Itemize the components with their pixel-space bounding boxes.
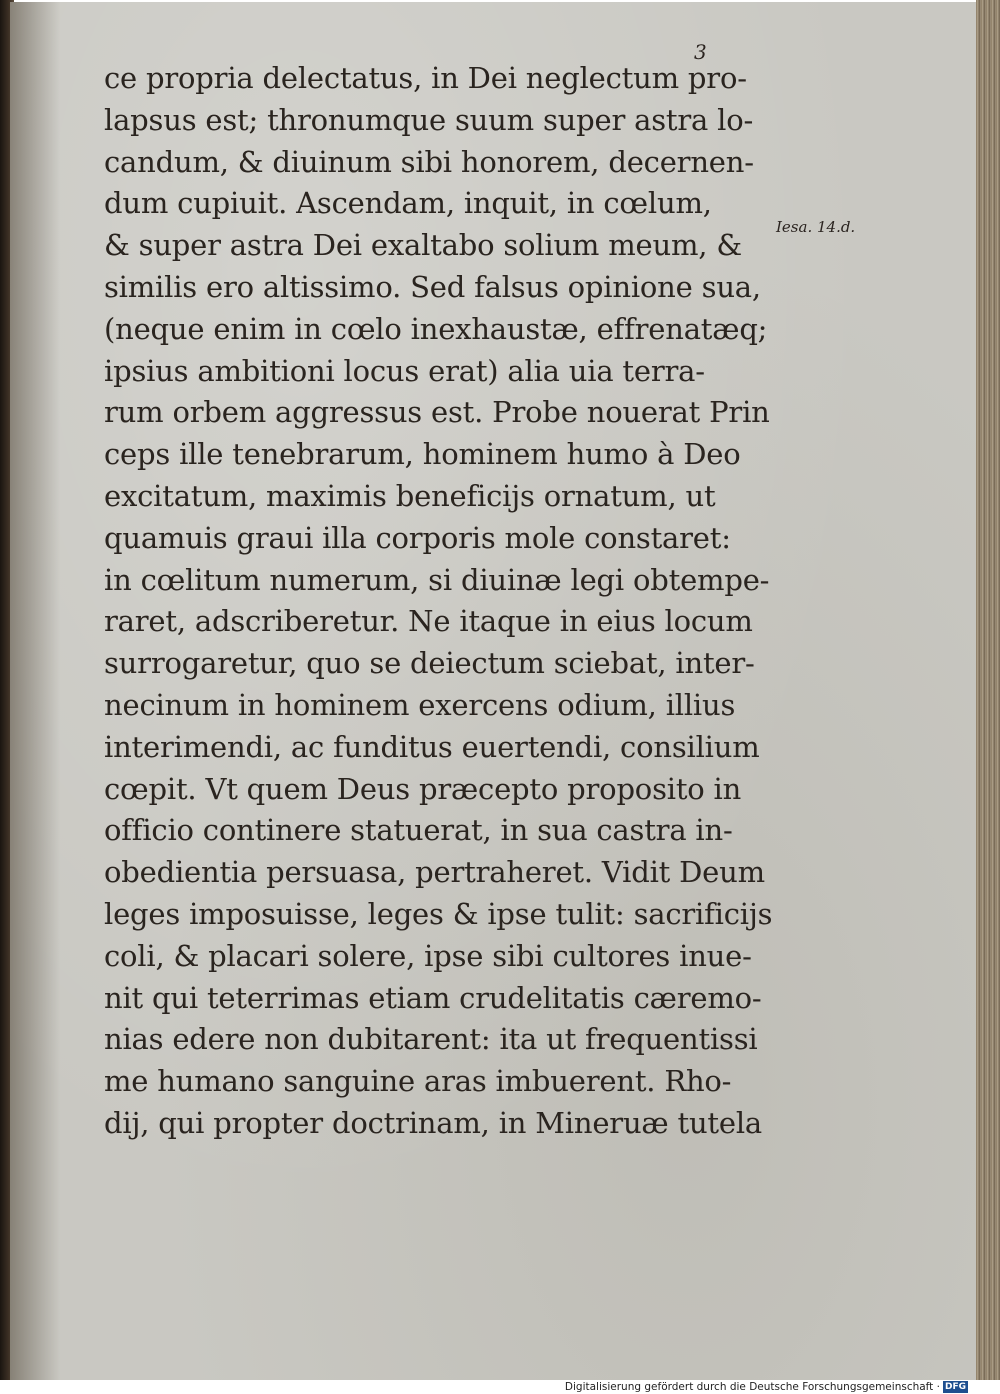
page-number: 3	[694, 40, 707, 64]
text-line: necinum in hominem exercens odium, illius	[104, 687, 736, 722]
text-line: coli, & placari solere, ipse sibi cultores inue-	[104, 938, 752, 973]
text-line: lapsus est; thronumque suum super astra lo-	[104, 102, 754, 137]
text-line: nias edere non dubitarent: ita ut frequentissi	[104, 1022, 758, 1057]
text-line: surrogaretur, quo se deiectum sciebat, inter-	[104, 646, 755, 681]
digitization-credit	[565, 1380, 968, 1394]
dfg-logo-icon: DFG	[944, 1382, 966, 1392]
text-line: officio continere statuerat, in sua castra in-	[104, 813, 733, 848]
body-text-block	[104, 58, 774, 1145]
text-line: me humano sanguine aras imbuerent. Rho-	[104, 1064, 732, 1099]
text-line: ipsius ambitioni locus erat) alia uia terra-	[104, 353, 705, 388]
text-line: dij, qui propter doctrinam, in Mineruæ tutela	[104, 1105, 763, 1140]
gutter-shadow	[10, 2, 60, 1380]
text-line: nit qui teterrimas etiam crudelitatis cæremo-	[104, 980, 762, 1015]
marginal-note: Iesa. 14.d.	[776, 218, 856, 236]
text-line: dum cupiuit. Ascendam, inquit, in cœlum,	[104, 186, 712, 221]
text-line: quamuis graui illa corporis mole constaret:	[104, 520, 731, 555]
text-line: (neque enim in cœlo inexhaustæ, effrenatæq;	[104, 311, 768, 346]
text-line: obedientia persuasa, pertraheret. Vidit Deum	[104, 855, 765, 890]
text-line: rum orbem aggressus est. Probe nouerat Prin	[104, 395, 770, 430]
text-line: leges imposuisse, leges & ipse tulit: sacrificijs	[104, 896, 773, 931]
credit-text: Digitalisierung gefördert durch die Deutsche Forschungsgemeinschaft ·	[564, 1381, 940, 1393]
text-line: ceps ille tenebrarum, hominem humo à Deo	[104, 437, 741, 472]
text-line: raret, adscriberetur. Ne itaque in eius locum	[104, 604, 753, 639]
text-line: excitatum, maximis beneficijs ornatum, ut	[104, 478, 716, 513]
text-line: similis ero altissimo. Sed falsus opinione sua,	[104, 269, 761, 304]
text-line: & super astra Dei exaltabo solium meum, &	[104, 228, 742, 263]
text-line: ce propria delectatus, in Dei neglectum pro-	[104, 61, 747, 95]
text-line: in cœlitum numerum, si diuinæ legi obtempe-	[104, 562, 770, 597]
page-fore-edge	[976, 0, 1000, 1382]
text-line: cœpit. Vt quem Deus præcepto proposito in	[104, 771, 742, 806]
text-line: candum, & diuinum sibi honorem, decernen-	[104, 144, 754, 179]
text-line: interimendi, ac funditus euertendi, consilium	[104, 729, 760, 764]
